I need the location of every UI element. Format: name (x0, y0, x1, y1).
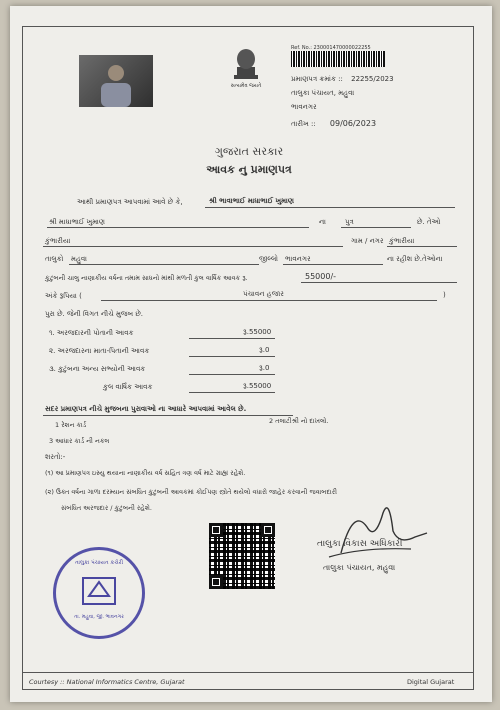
note-1: (૧) આ પ્રમાણપત્ર ઇસ્યુ થયાના નાણાકીય વર્ષ સહિત ત્રણ વર્ષ માટે ગ્રાહ્ય રહેશે. (45, 469, 246, 477)
issue-date-label: તારીખ :: (291, 120, 316, 128)
income-total-label: કુલ વાર્ષિક આવક (103, 383, 153, 391)
na-text: ના (319, 218, 326, 226)
office-seal (53, 547, 145, 639)
income-amount: 55000/- (305, 272, 337, 281)
national-emblem-icon (225, 43, 267, 85)
village-left: કુંભારીયા (45, 237, 71, 245)
evidence-item: 2 તલાટીશ્રી નો દાખલો. (269, 417, 329, 425)
notes-heading: શરતો:- (45, 453, 66, 461)
income-row-label: ૩. કુટુંબના અન્ય સભ્યોની આવક (49, 365, 146, 373)
signatory-designation: તાલુકા વિકાસ અધિકારી (317, 539, 403, 549)
income-row-amount: રૂ.0 (259, 346, 270, 354)
signatory-office: તાલુકા પંચાયત, મહુવા (323, 563, 396, 572)
district: ભાવનગર (285, 255, 311, 263)
reference-number: Ref. No.: 230001470000022255 (291, 45, 371, 51)
seal-top-text: તાલુકા પંચાયત કચેરી (74, 560, 124, 566)
certificate-number-row (291, 75, 394, 84)
taluka-label: તાલુકો (45, 255, 64, 263)
chhe-teo-text: છે. તેઓ (417, 218, 441, 226)
emblem-motto: સત્યમેવ જયતે (230, 83, 262, 89)
intro-text: આથી પ્રમાણપત્ર આપવામાં આવે છે કે, (77, 198, 183, 206)
issue-date: 09/06/2023 (329, 119, 377, 128)
footer-brand: Digital Gujarat (407, 678, 455, 686)
emblem (225, 43, 267, 93)
village: કુંભારીયા (389, 237, 415, 245)
evidence-item: 1 રેશન કાર્ડ (55, 421, 87, 429)
income-row-amount: રૂ.55000 (243, 328, 272, 336)
relation: પુત્ર (345, 218, 354, 226)
income-row-label: ૧. અરજદારની પોતાની આવક (49, 329, 134, 337)
father-name: શ્રી માધાભાઈ ખુમાણ (49, 218, 105, 226)
qr-code (209, 523, 275, 589)
income-row-amount: રૂ.0 (259, 364, 270, 372)
signature-icon (323, 487, 433, 567)
resident-text: ના રહીશ છે.તેઓના (387, 255, 443, 263)
applicant-name: શ્રી ભાવાભાઈ માધાભાઈ ખુમાણ (209, 197, 294, 205)
details-intro: પુરા છે. જેની વિગત નીચે મુજબ છે. (45, 310, 144, 318)
note-2b: સંબંધિત અરજદાર / કુટુંબની રહેશે. (61, 504, 152, 512)
footer-courtesy: Courtesy :: National Informatics Centre, Gujarat (29, 678, 185, 686)
amount-in-words: પંચાવન હજાર (243, 290, 284, 298)
amount-words-prefix: અંકે રૂપિયા ( (45, 292, 82, 300)
certificate-paper (10, 6, 492, 702)
emblem-stamp-icon (79, 574, 119, 608)
evidence-item: 3 આધાર કાર્ડ ની નકલ (49, 437, 110, 445)
amount-words-close: ) (443, 291, 446, 299)
person-photo-icon (79, 55, 153, 107)
certificate-number-label: પ્રમાણપત્ર ક્રમાંક :: (291, 75, 343, 83)
certificate-border (22, 26, 474, 690)
applicant-photo (79, 55, 153, 107)
government-title: ગુજરાત સરકાર (214, 145, 284, 158)
note-2a: (૨) ઉક્ત વર્ષના ગાળા દરમ્યાન સંબધિત કુટુંબની આવકમાં કોઈપણ સ્ત્રોતે થયેલો વધારો જાહેર કરવાની જવાબદારી (45, 488, 337, 496)
seal-bottom-text: તા. મહુવા, જી. ભાવનગર (74, 614, 124, 620)
issuing-district: ભાવનગર (291, 103, 317, 111)
barcode (291, 51, 385, 67)
issue-date-row (291, 119, 376, 129)
issuing-office: તાલુકા પંચાયત, મહુવા (291, 89, 355, 97)
certificate-number: 22255/2023 (351, 75, 394, 83)
district-label: જીલ્લો (259, 255, 278, 263)
taluka: મહુવા (71, 255, 87, 263)
village-label: ગામ / નગર (351, 237, 384, 245)
income-row-label: ૨. અરજદારના માતા-પિતાની આવક (49, 347, 150, 355)
income-description: કુટુંબની ચાલુ નાણાકીય વર્ષના તમામ સાધનો માંથી મળતી કુલ વાર્ષિક આવક રૂ. (45, 274, 248, 282)
certificate-title: આવક નુ પ્રમાણપત્ર (206, 163, 292, 176)
income-total-amount: રૂ.55000 (243, 382, 272, 390)
evidence-heading: સદર પ્રમાણપત્ર નીચે મુજબના પુરાવાઓ ના આધારે આપવામાં આવેલ છે. (45, 405, 247, 413)
